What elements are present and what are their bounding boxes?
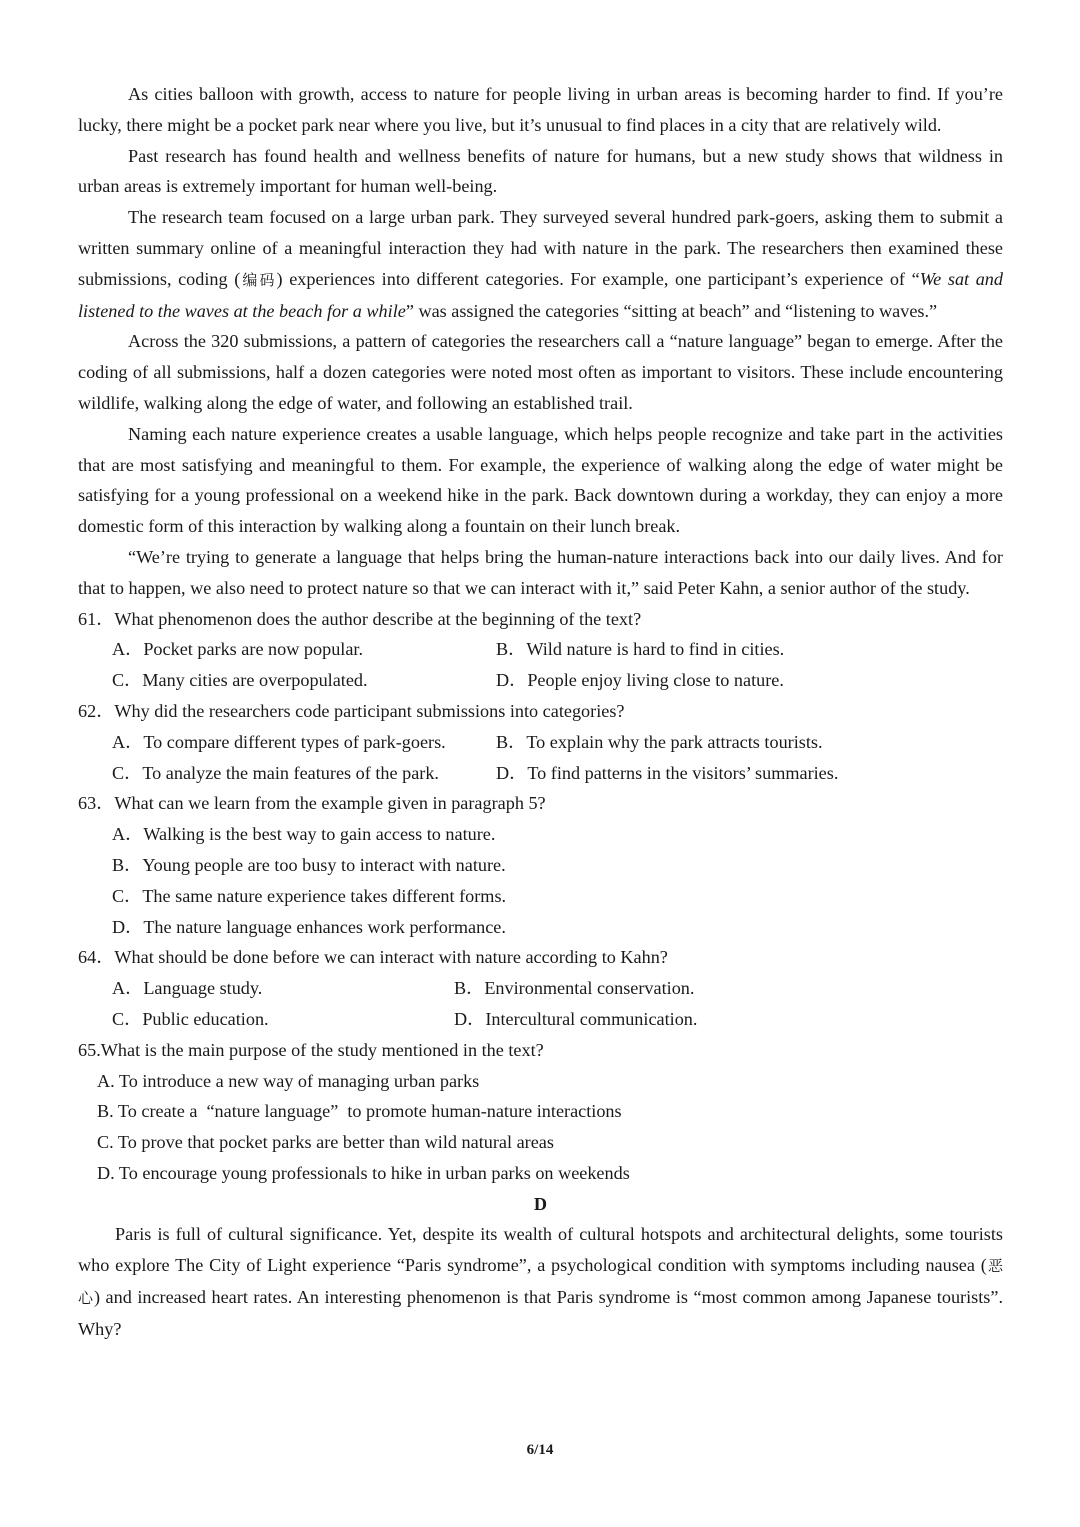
exam-page [78, 79, 1003, 1345]
question-64-option-c: C．Public education. [112, 1008, 269, 1029]
question-64-option-a: A．Language study. [112, 978, 263, 999]
question-63-option-b: B．Young people are too busy to interact with nature. [112, 854, 506, 875]
question-65-stem: 65.What is the main purpose of the study mentioned in the text? [78, 1039, 544, 1060]
question-62-option-b: B．To explain why the park attracts tourists. [496, 731, 823, 752]
question-62-option-c: C．To analyze the main features of the park. [112, 762, 439, 783]
question-61-option-c: C．Many cities are overpopulated. [112, 670, 368, 691]
question-63-option-d: D．The nature language enhances work performance. [112, 916, 506, 937]
question-64-option-b: B．Environmental conservation. [454, 978, 695, 999]
question-61-option-d: D．People enjoy living close to nature. [496, 670, 784, 691]
question-63-option-a: A．Walking is the best way to gain access to nature. [112, 824, 496, 845]
page-number: 6/14 [526, 1442, 554, 1458]
question-65-option-b: B. To create a “nature language” to promote human-nature interactions [97, 1101, 622, 1122]
p3-text-a: The research team focused on a large urban park. They surveyed several hundred park-goers, asking them to submit a written summary online of a meaningful interaction they had with nature in the park. The researchers then examined these submissions, coding ( [78, 207, 1003, 289]
question-61-options-row-2 [78, 665, 1003, 696]
question-64-options-row-1 [78, 973, 1003, 1004]
question-65-option-a: A. To introduce a new way of managing urban parks [97, 1070, 480, 1091]
p3-text-b: ) experiences into different categories. For example, one participant’s experience of “ [276, 268, 920, 289]
passage-d-paragraph-1 [78, 1219, 1003, 1344]
passage-d-text-b: ) and increased heart rates. An interesting phenomenon is that Paris syndrome is “most common among Japanese tourists”. Why? [78, 1287, 1003, 1339]
question-62-options-row-2 [78, 758, 1003, 789]
question-65-option-c: C. To prove that pocket parks are better than wild natural areas [97, 1132, 554, 1153]
passage-d-text-a: Paris is full of cultural significance. Yet, despite its wealth of cultural hotspots and architectural delights, some tourists who explore The City of Light experience “Paris syndrome”, a psychological condition with symptoms including nausea ( [78, 1224, 1003, 1276]
p3-chinese-gloss: 编码 [240, 270, 277, 289]
passage-c-paragraph-2: Past research has found health and wellness benefits of nature for humans, but a new study shows that wildness in urban areas is extremely important for human well-being. [78, 145, 1003, 197]
question-63-option-c: C．The same nature experience takes different forms. [112, 885, 507, 906]
passage-c-paragraph-4: Across the 320 submissions, a pattern of categories the researchers call a “nature language” began to emerge. After the coding of all submissions, half a dozen categories were noted most often as important to visitors. These include encountering wildlife, walking along the edge of water, and following an established trail. [78, 331, 1003, 413]
p3-quote-italic: We sat and listened to the waves at the beach for a while [78, 268, 1003, 321]
question-62-option-a: A．To compare different types of park-goers. [112, 731, 446, 752]
passage-d-chinese-gloss: 恶心 [78, 1257, 1003, 1308]
passage-c-paragraph-1: As cities balloon with growth, access to nature for people living in urban areas is becoming harder to find. If you’re lucky, there might be a pocket park near where you live, but it’s unusual to find places in a city that are relatively wild. [78, 84, 1003, 135]
question-64-option-d: D．Intercultural communication. [454, 1008, 698, 1029]
question-65-option-d: D. To encourage young professionals to hike in urban parks on weekends [97, 1162, 630, 1183]
p3-text-c: ” was assigned the categories “sitting at beach” and “listening to waves.” [405, 300, 938, 321]
passage-c-paragraph-6: “We’re trying to generate a language that helps bring the human-nature interactions back into our daily lives. And for that to happen, we also need to protect nature so that we can interact with it,” said Peter Kahn, a senior author of the study. [78, 546, 1003, 598]
question-62-stem: 62．Why did the researchers code participant submissions into categories? [78, 700, 625, 721]
question-61-options-row-1 [78, 634, 1003, 665]
question-61-stem: 61．What phenomenon does the author describe at the beginning of the text? [78, 608, 642, 629]
passage-c-paragraph-5: Naming each nature experience creates a usable language, which helps people recognize and take part in the activities that are most satisfying and meaningful to them. For example, the experience of walking along the edge of water might be satisfying for a young professional on a weekend hike in the park. Back downtown during a workday, they can enjoy a more domestic form of this interaction by walking along a fountain on their lunch break. [78, 423, 1003, 537]
question-61-option-b: B．Wild nature is hard to find in cities. [496, 639, 785, 660]
section-d-title: D [533, 1193, 548, 1214]
question-64-options-row-2 [78, 1004, 1003, 1035]
question-61-option-a: A．Pocket parks are now popular. [112, 639, 364, 660]
passage-c-paragraph-3 [78, 202, 1003, 326]
question-63-stem: 63．What can we learn from the example given in paragraph 5? [78, 793, 546, 814]
question-62-option-d: D．To find patterns in the visitors’ summaries. [496, 762, 839, 783]
question-62-options-row-1 [78, 727, 1003, 758]
question-64-stem: 64．What should be done before we can interact with nature according to Kahn? [78, 947, 668, 968]
